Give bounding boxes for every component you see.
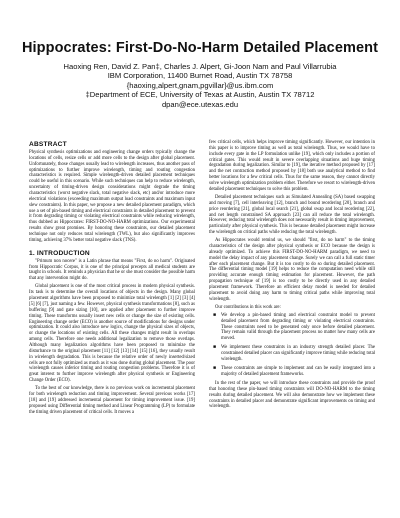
list-item-text: We develop a pin-based timing and electrical constraint model to prevent detailed placement from degrading timing or violating electrical constraints. These constraints need to be generated only once before detailed placement. They remain valid through the placement process no matter how many cells are moved. [221,312,375,342]
list-item [209,366,375,378]
intro-paragraph-4: few critical cells, which helps improve timing significantly. However, our intention in this paper is to improve timing as well as total wirelength. Thus, we would have to include every gate in the LP formulation unlike [19], which only includes a portion of critical gates. This would result in severe overlapping situations and huge timing degradation during legalization. Similar to [19], the iterative method proposed by [17] and the net contraction method proposed by [18] both use analytical method to find better locations for a few critical cells. Thus for the same reason, they cannot directly solve wirelength optimization problem either. Therefore we resort to wirelength-driven detailed placement techniques to solve this problem. [209,140,375,192]
right-column [209,140,375,412]
abstract-text: Physical synthesis optimizations and engineering change orders typically change the locations of cells, resize cells or add more cells to the design after global placement. Unfortunately, those changes usually lead to wirelength increases, thus another pass of optimizations to further improve wirelength, timing and routing congestion characteristics is required. Simple wirelength-driven detailed placement techniques could be useful in this scenario. While such techniques can help to reduce wirelength, uncertainty of timing-driven design considerations might degrade the timing characteristics (worst negative slack, total negative slack, etc) and/or introduce more electrical violations (exceeding maximum output load constraints and maximum input slew constraints). In this paper, we propose a new detailed placement paradigm, which use a set of pin-based timing and electrical constraints in detailed placement to prevent it from degrading timing or violating electrical constraints while reducing wirelength, thus dubbed as Hippocrates: FIRST-DO-NO-HARM optimizations. Our experimental results show great promises. By honoring these constraints, our detailed placement technique not only reduces total wirelength (TWL), but also significantly improves timing, achieving 37% better total negative slack (TNS). [29,150,195,243]
author-names: Haoxing Ren, David Z. Pan‡, Charles J. Alpert, Gi-Joon Nam and Paul Villarrubia [63,62,337,71]
intro-paragraph-1: "Primum non nocere" is a Latin phrase that means "First, do no harm". Originated from Hippocratic Corpus, it is one of the principal precepts all medical students are taught in schools. It reminds a physician that he or she must consider the possible harm that any intervention might do. [29,258,195,282]
list-item-text: We implement these constraints in an industry strength detailed placer. The constrained detailed placer can significantly improve timing while reducing total wirelength. [221,345,375,363]
list-item-text: These constraints are simple to implement and can be easily integrated into a majority of detailed placement frameworks. [221,366,375,377]
intro-paragraph-3: To the best of our knowledge, there is no previous work on incremental placement for both wirelength reduction and timing improvement. Several previous works [17] [18] and [19] addressed incremental placement for timing improvement issue. [19] proposed using Differential timing method and Linear Programming (LP) to formulate the timing driven placement of critical cells. It moves a [29,386,195,415]
affiliation-ut: ‡Department of ECE, University of Texas at Austin, Austin TX 78712 [85,90,315,100]
intro-paragraph-5: Detailed placement techniques such as Simulated Annealing (SA) based swapping and moving [7], cell interleaving [12], branch and bound reordering [20], branch and price reordering [21], global local search [21], global swap and local reordering [22], and net length constrained SA approach [23] can all reduce the total wirelength. However, reducing total wirelength does not necessarily result in timing improvement, particularly after physical synthesis. This is because detailed placement might increase the wirelength on critical paths while reducing the total wirelength. [209,194,375,236]
bullet-square-icon: ■ [213,345,217,351]
abstract-heading: ABSTRACT [29,141,67,148]
author-block [0,62,400,109]
contributions-lead: Our contributions in this work are: [215,304,281,310]
intro-paragraph-2: Global placement is one of the most critical process in modern physical synthesis. Its task is to determine the overall locations of objects in the design. Many global placement algorithms have been proposed to minimize total wirelength [1] [2] [3] [4] [5] [6] [7], just naming a few. However, physical synthesis transformations [8], such as buffering [9] and gate sizing [10], are applied after placement to further improve timing. These transforms usually insert new cells or change the size of existing cells. Engineering change order (ECO) is another source of modifications for designs under optimization. It could also introduce new logics, change the physical sizes of objects, or change the locations of existing cells. All these changes might result in overlaps among cells. Therefore one needs additional legalization to remove those overlaps. Although many legalization algorithms have been proposed to minimize the disturbance to the original placement [11] [12] [13] [14] [15] [16], they usually result in wirelength degradation. This is because the relative order of newly inserted/sized cells are not fully optimized as much as it was done during global placement. The poor wirelength causes inferior timing and routing congestion problems. Therefore it is of great interest to further improve wirelength after physical synthesis or Engineering Change Order (ECO). [29,284,195,384]
bullet-square-icon: ■ [213,366,217,372]
bullet-square-icon: ■ [213,312,217,318]
intro-paragraph-7: In the rest of the paper, we will introduce these constraints and provide the proof that honoring these pin-based timing constraints will DO-NO-HARM to the timing results during detailed placement. We will also demonstrate how we implement these constraints in detailed placer and demonstrate significant improvements on timing and wirelength. [209,380,375,410]
intro-paragraph-6: As Hippocrates would remind us, we should "first, do no harm" to the timing characteristics of the design after physical synthesis or ECO because the design is already optimized. To achieve this FIRST-DO-NO-HARM paradigm, we need to model the delay impact of any placement change. Surely we can call a full static timer after each placement change. But it is too costly to do so during detailed placement. The differential timing model [19] helps to reduce the computation need while still providing accurate enough timing estimation for placement. However, the path propagation technique of [19] is too costly to be directly used in any detailed placement framework. Therefore an efficient delay model is needed for detailed placement to avoid doing any harm to timing critical paths while improving total wirelength. [209,238,375,302]
author-email-ut: dpan@ece.utexas.edu [161,99,239,109]
author-emails-ibm: {haoxing,alpert,gnam,pgvillar}@us.ibm.com [126,80,274,90]
introduction-heading: 1. INTRODUCTION [29,249,90,257]
affiliation-ibm: IBM Corporation, 11400 Burnet Road, Austin TX 78758 [107,71,293,81]
paper-title: Hippocrates: First-Do-No-Harm Detailed Placement [21,40,379,56]
list-item [209,313,375,342]
list-item [209,345,375,363]
left-column [29,140,195,418]
contributions-list [209,313,375,378]
